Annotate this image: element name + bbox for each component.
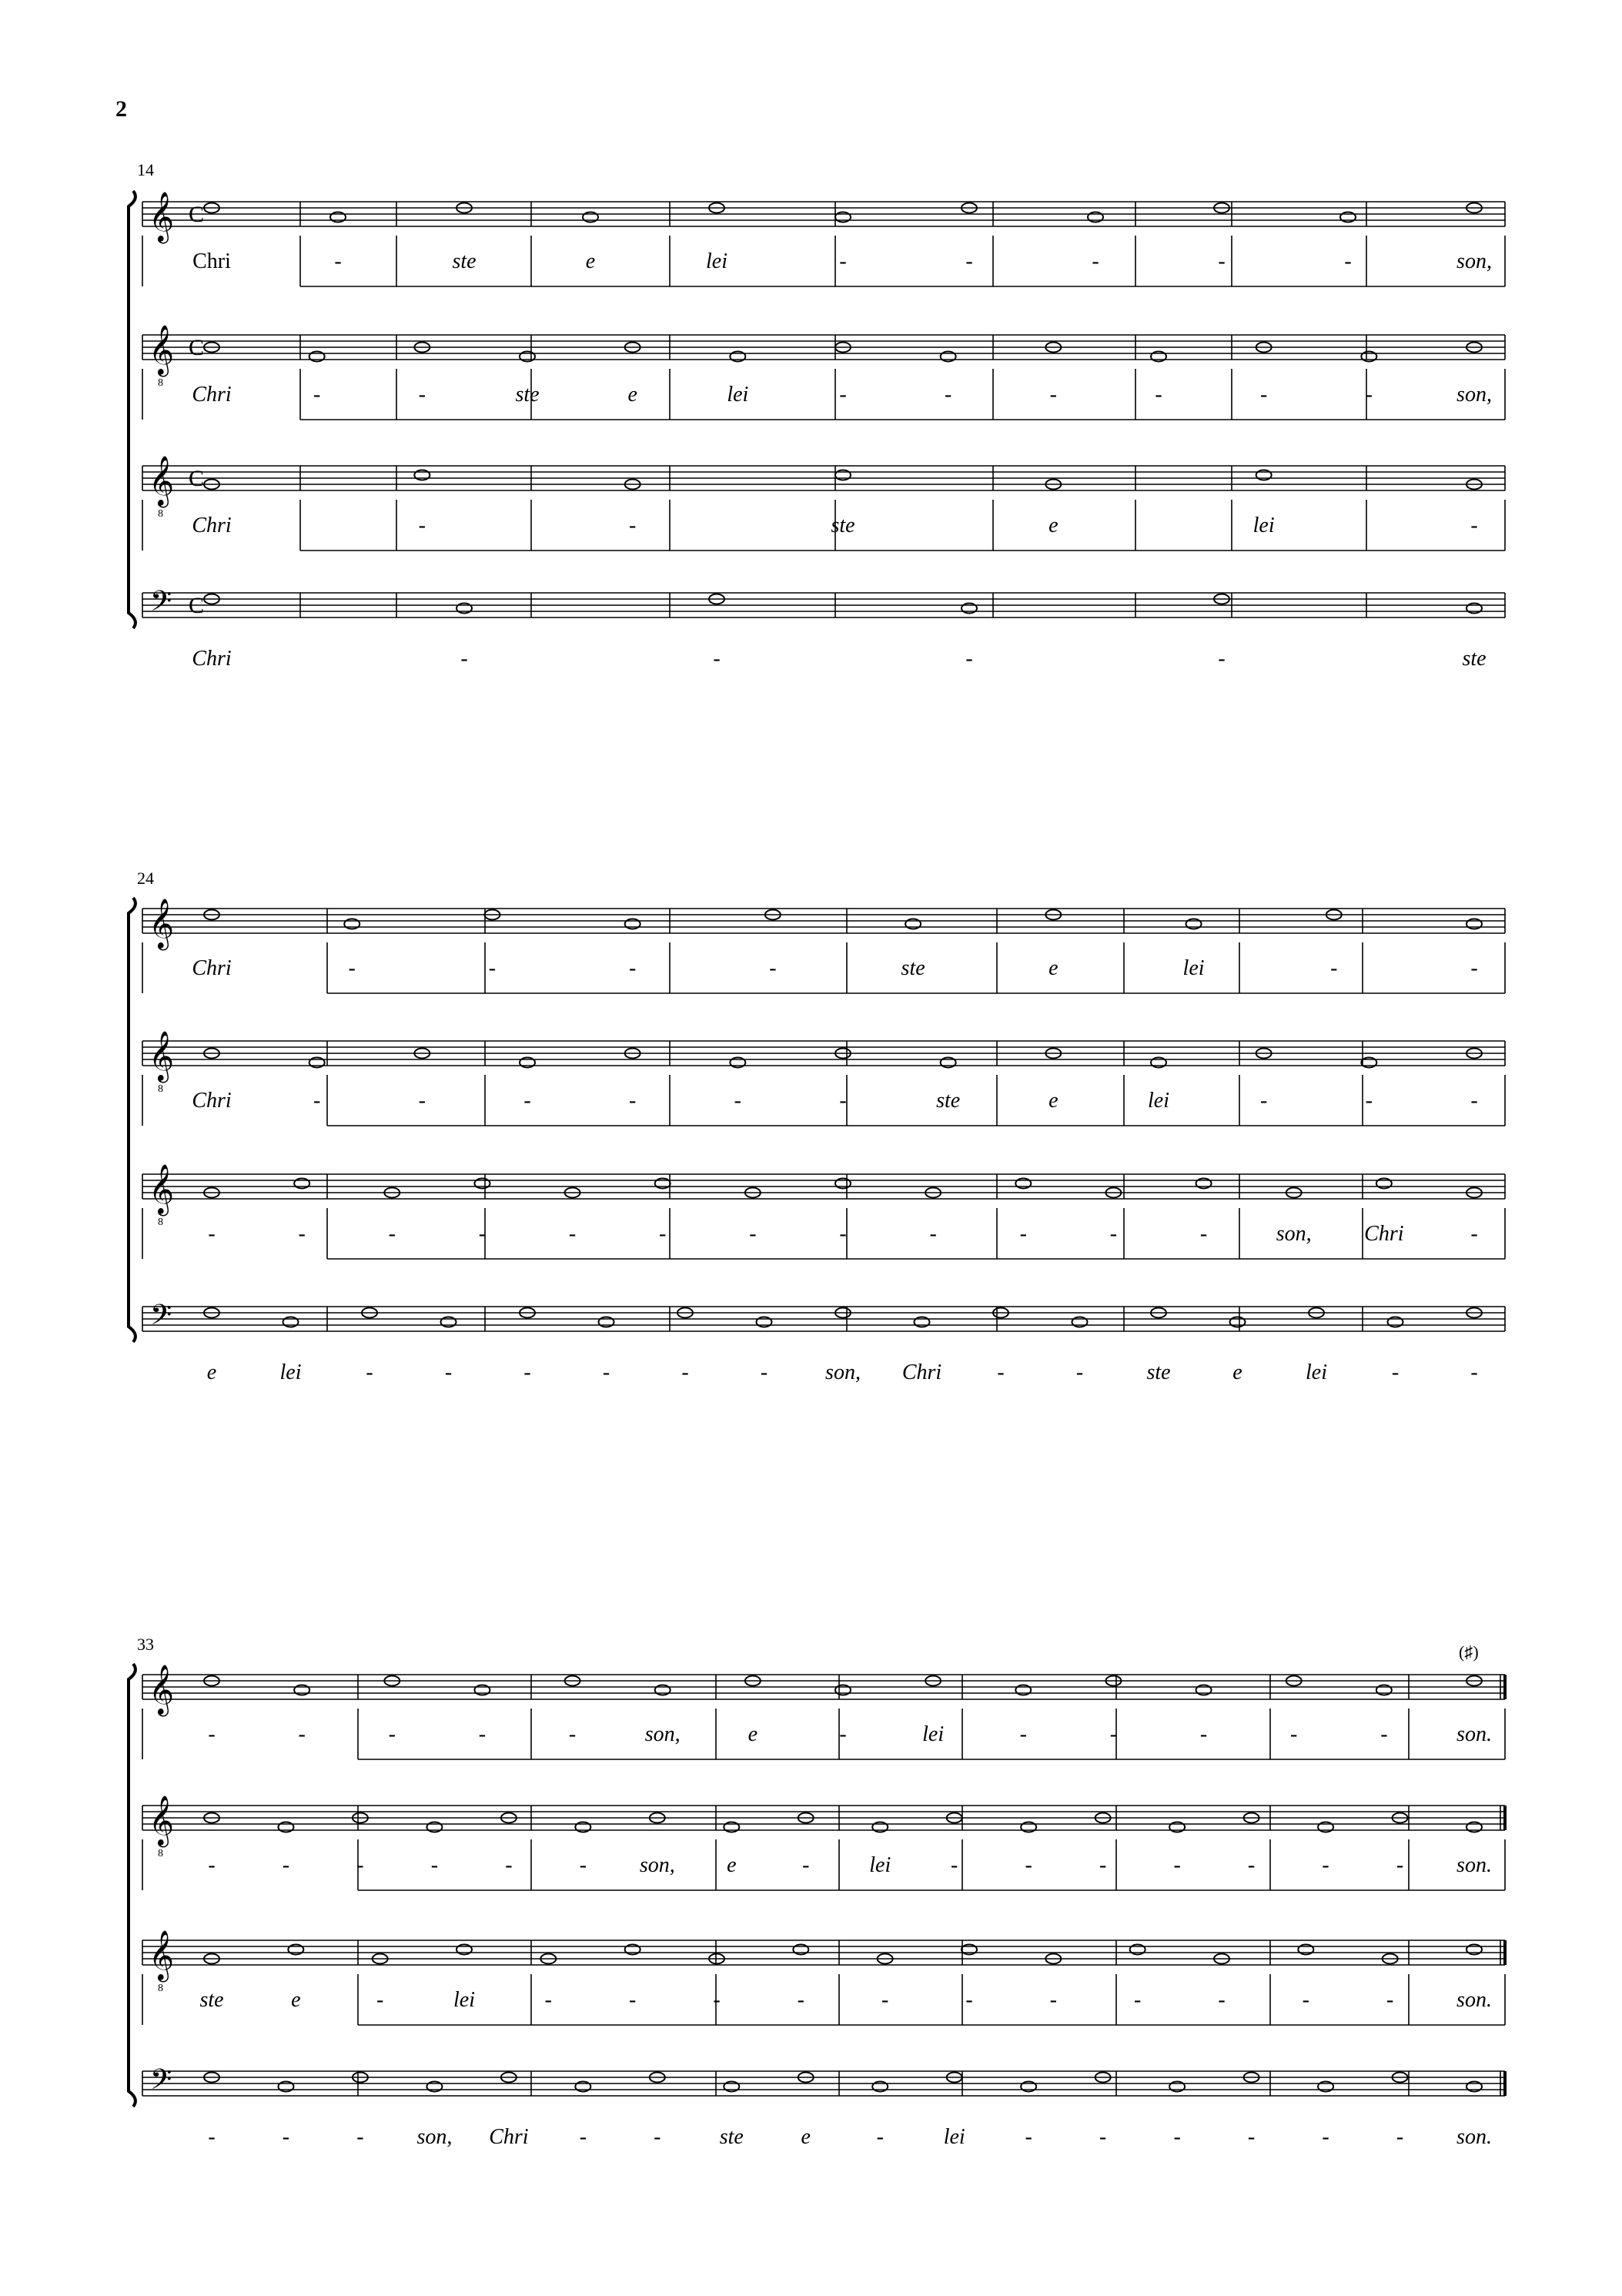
bass-clef: 𝄢 bbox=[150, 586, 172, 624]
lyric-syllable: e bbox=[1048, 1089, 1058, 1113]
lyric-syllable: - bbox=[444, 1361, 453, 1384]
lyric-syllable: - bbox=[1470, 1089, 1478, 1113]
lyric-syllable: - bbox=[1019, 1222, 1027, 1246]
lyric-syllable: e bbox=[747, 1722, 758, 1746]
lyric-syllable: - bbox=[388, 1722, 396, 1746]
lyric-syllable: Chri bbox=[192, 647, 232, 671]
lyric-syllable: Chri bbox=[192, 383, 232, 407]
treble-clef: 𝄞 bbox=[149, 1166, 175, 1213]
lyric-syllable: lei bbox=[727, 383, 749, 407]
lyric-syllable: son. bbox=[1456, 1853, 1492, 1877]
lyric-syllable: - bbox=[418, 514, 426, 537]
lyric-syllable: - bbox=[298, 1722, 306, 1746]
lyric-syllable: lei bbox=[1148, 1089, 1169, 1113]
lyric-syllable: - bbox=[1391, 1361, 1400, 1384]
lyric-syllable: - bbox=[208, 1222, 216, 1246]
lyric-syllable: - bbox=[997, 1361, 1005, 1384]
lyric-syllable: - bbox=[1344, 249, 1352, 273]
lyric-syllable: - bbox=[1025, 1853, 1032, 1877]
lyric-syllable: - bbox=[1019, 1722, 1027, 1746]
lyric-syllable: - bbox=[348, 956, 356, 980]
lyric-syllable: e bbox=[1048, 514, 1058, 537]
lyric-syllable: - bbox=[1260, 1089, 1268, 1113]
lyric-syllable: - bbox=[544, 1988, 552, 2012]
lyric-syllable: - bbox=[568, 1222, 577, 1246]
lyric-syllable: - bbox=[1199, 1222, 1208, 1246]
lyric-syllable: son, bbox=[1276, 1222, 1312, 1246]
lyric-syllable: son, bbox=[825, 1361, 861, 1384]
lyric-syllable: - bbox=[713, 647, 721, 671]
lyric-syllable: - bbox=[1218, 647, 1226, 671]
lyric-syllable: - bbox=[945, 383, 952, 407]
measure-number: 33 bbox=[137, 1635, 154, 1654]
lyric-syllable: - bbox=[929, 1222, 937, 1246]
measure-number: 14 bbox=[137, 160, 154, 179]
lyric-syllable: - bbox=[1099, 1853, 1107, 1877]
system-bracket bbox=[129, 191, 135, 628]
lyric-syllable: - bbox=[713, 1988, 721, 2012]
bass-clef: 𝄢 bbox=[150, 1300, 172, 1337]
lyric-syllable: - bbox=[356, 2125, 364, 2149]
lyric-syllable: ste bbox=[719, 2125, 744, 2149]
lyric-syllable: - bbox=[478, 1222, 487, 1246]
lyric-syllable: son, bbox=[644, 1722, 681, 1746]
octave-marker: 8 bbox=[158, 1983, 163, 1994]
lyric-syllable: - bbox=[602, 1361, 610, 1384]
lyric-syllable: - bbox=[654, 2125, 661, 2149]
lyric-syllable: e bbox=[627, 383, 637, 407]
lyric-syllable: - bbox=[839, 1222, 847, 1246]
time-signature: C bbox=[189, 202, 205, 227]
treble-clef: 𝄞 bbox=[149, 193, 175, 241]
lyric-syllable: - bbox=[797, 1988, 804, 2012]
lyric-syllable: - bbox=[1109, 1222, 1118, 1246]
lyric-syllable: son, bbox=[639, 1853, 675, 1877]
lyric-syllable: - bbox=[1134, 1988, 1142, 2012]
lyric-syllable: lei bbox=[706, 249, 727, 273]
lyric-syllable: - bbox=[1330, 956, 1338, 980]
lyric-syllable: Chri bbox=[1364, 1222, 1404, 1246]
lyric-syllable: - bbox=[1218, 1988, 1226, 2012]
bass-clef: 𝄢 bbox=[150, 2064, 172, 2102]
lyric-syllable: - bbox=[1099, 2125, 1107, 2149]
lyric-syllable: ste bbox=[452, 249, 477, 273]
lyric-syllable: - bbox=[356, 1853, 364, 1877]
lyric-syllable: lei bbox=[1306, 1361, 1327, 1384]
octave-marker: 8 bbox=[158, 1848, 163, 1859]
treble-clef: 𝄞 bbox=[149, 326, 175, 374]
lyric-syllable: - bbox=[388, 1222, 396, 1246]
lyric-syllable: e bbox=[1048, 956, 1058, 980]
lyric-syllable: Chri bbox=[192, 1089, 232, 1113]
lyric-syllable: - bbox=[478, 1722, 487, 1746]
lyric-syllable: - bbox=[629, 1988, 637, 2012]
lyric-syllable: e bbox=[1232, 1361, 1242, 1384]
lyric-syllable: - bbox=[376, 1988, 384, 2012]
lyric-syllable: - bbox=[418, 383, 426, 407]
lyric-syllable: e bbox=[206, 1361, 217, 1384]
lyric-syllable: - bbox=[734, 1089, 741, 1113]
lyric-syllable: - bbox=[659, 1222, 667, 1246]
lyric-syllable: - bbox=[1155, 383, 1162, 407]
lyric-syllable: - bbox=[965, 1988, 973, 2012]
lyric-syllable: lei bbox=[453, 1988, 475, 2012]
lyric-syllable: - bbox=[298, 1222, 306, 1246]
lyric-syllable: - bbox=[1092, 249, 1099, 273]
lyric-syllable: - bbox=[1396, 1853, 1404, 1877]
lyric-syllable: - bbox=[769, 956, 777, 980]
lyric-syllable: - bbox=[749, 1222, 757, 1246]
lyric-syllable: - bbox=[430, 1853, 439, 1877]
lyric-syllable: - bbox=[629, 1089, 637, 1113]
lyric-syllable: - bbox=[1199, 1722, 1208, 1746]
lyric-syllable: - bbox=[1049, 383, 1057, 407]
octave-marker: 8 bbox=[158, 508, 163, 520]
lyric-syllable: ste bbox=[515, 383, 540, 407]
lyric-syllable: ste bbox=[1462, 647, 1487, 671]
lyric-syllable: - bbox=[1365, 383, 1373, 407]
system-bracket bbox=[129, 898, 135, 1342]
lyric-syllable: - bbox=[839, 1722, 847, 1746]
lyric-syllable: e bbox=[801, 2125, 811, 2149]
lyric-syllable: - bbox=[1173, 1853, 1181, 1877]
lyric-syllable: - bbox=[208, 2125, 216, 2149]
lyric-syllable: - bbox=[568, 1722, 577, 1746]
lyric-syllable: - bbox=[760, 1361, 768, 1384]
lyric-syllable: - bbox=[1396, 2125, 1404, 2149]
lyric-syllable: - bbox=[1470, 514, 1478, 537]
lyric-syllable: son, bbox=[1456, 249, 1492, 273]
lyric-syllable: - bbox=[802, 1853, 810, 1877]
lyric-syllable: son, bbox=[416, 2125, 453, 2149]
octave-marker: 8 bbox=[158, 1217, 163, 1228]
lyric-syllable: lei bbox=[922, 1722, 945, 1746]
lyric-syllable: - bbox=[1247, 1853, 1256, 1877]
lyric-syllable: - bbox=[965, 647, 973, 671]
lyric-syllable: - bbox=[460, 647, 468, 671]
lyric-syllable: Chri bbox=[192, 956, 232, 980]
lyric-syllable: - bbox=[1173, 2125, 1181, 2149]
lyric-syllable: - bbox=[366, 1361, 373, 1384]
page-number: 2 bbox=[115, 96, 127, 122]
lyric-syllable: - bbox=[282, 2125, 290, 2149]
lyric-syllable: son. bbox=[1456, 2125, 1492, 2149]
lyric-syllable: - bbox=[579, 1853, 587, 1877]
lyric-syllable: Chri bbox=[901, 1361, 942, 1384]
lyric-syllable: - bbox=[681, 1361, 689, 1384]
time-signature: C bbox=[189, 466, 205, 491]
lyric-syllable: - bbox=[839, 249, 847, 273]
lyric-syllable: - bbox=[1470, 956, 1478, 980]
lyric-syllable: - bbox=[1049, 1988, 1057, 2012]
lyric-syllable: - bbox=[1109, 1722, 1118, 1746]
lyric-syllable: - bbox=[629, 514, 637, 537]
lyric-syllable: - bbox=[523, 1089, 531, 1113]
lyric-syllable: ste bbox=[1146, 1361, 1171, 1384]
lyric-syllable: - bbox=[1386, 1988, 1394, 2012]
lyric-syllable: - bbox=[1290, 1722, 1298, 1746]
lyric-syllable: - bbox=[579, 2125, 587, 2149]
system-bracket bbox=[129, 1664, 135, 2107]
lyric-syllable: ste bbox=[199, 1988, 224, 2012]
measure-number: 24 bbox=[137, 869, 154, 888]
lyric-syllable: - bbox=[839, 383, 847, 407]
octave-marker: 8 bbox=[158, 377, 163, 389]
lyric-syllable: - bbox=[629, 956, 637, 980]
lyric-syllable: - bbox=[1470, 1222, 1478, 1246]
lyric-syllable: - bbox=[881, 1988, 889, 2012]
editorial-accidental: (♯) bbox=[1459, 1642, 1479, 1662]
lyric-syllable: lei bbox=[1182, 956, 1205, 980]
lyric-syllable: - bbox=[334, 249, 342, 273]
lyric-syllable: ste bbox=[831, 514, 855, 537]
lyric-syllable: ste bbox=[936, 1089, 961, 1113]
lyric-syllable: lei bbox=[869, 1853, 891, 1877]
lyric-syllable: - bbox=[418, 1089, 426, 1113]
lyric-syllable: - bbox=[1322, 2125, 1329, 2149]
lyric-syllable: - bbox=[965, 249, 973, 273]
treble-clef: 𝄞 bbox=[149, 1797, 175, 1845]
lyric-syllable: - bbox=[839, 1089, 847, 1113]
lyric-syllable: - bbox=[1322, 1853, 1329, 1877]
treble-clef: 𝄞 bbox=[149, 900, 175, 948]
lyric-syllable: - bbox=[488, 956, 497, 980]
time-signature: C bbox=[189, 593, 205, 618]
lyric-syllable: - bbox=[282, 1853, 290, 1877]
lyric-syllable: - bbox=[1302, 1988, 1309, 2012]
lyric-syllable: Chri bbox=[489, 2125, 529, 2149]
lyric-syllable: - bbox=[1075, 1361, 1084, 1384]
lyric-syllable: - bbox=[523, 1361, 531, 1384]
treble-clef: 𝄞 bbox=[149, 457, 175, 505]
lyric-syllable: e bbox=[585, 249, 596, 273]
lyric-syllable: - bbox=[951, 1853, 958, 1877]
lyric-syllable: son. bbox=[1456, 1722, 1492, 1746]
treble-clef: 𝄞 bbox=[149, 1932, 175, 1980]
lyric-syllable: ste bbox=[901, 956, 925, 980]
lyric-syllable: - bbox=[1247, 2125, 1256, 2149]
lyric-syllable: son. bbox=[1456, 1988, 1492, 2012]
lyric-syllable: - bbox=[1365, 1089, 1373, 1113]
lyric-syllable: - bbox=[313, 383, 321, 407]
lyric-syllable: e bbox=[727, 1853, 737, 1877]
lyric-syllable: - bbox=[313, 1089, 321, 1113]
lyric-syllable: Chri bbox=[192, 249, 231, 273]
lyric-syllable: lei bbox=[943, 2125, 965, 2149]
treble-clef: 𝄞 bbox=[149, 1666, 175, 1714]
lyric-syllable: e bbox=[291, 1988, 301, 2012]
lyric-syllable: - bbox=[1260, 383, 1268, 407]
octave-marker: 8 bbox=[158, 1083, 163, 1095]
lyric-syllable: - bbox=[505, 1853, 513, 1877]
lyric-syllable: - bbox=[1380, 1722, 1388, 1746]
lyric-syllable: - bbox=[876, 2125, 884, 2149]
lyric-syllable: - bbox=[1025, 2125, 1032, 2149]
lyric-syllable: - bbox=[1218, 249, 1226, 273]
lyric-syllable: lei bbox=[1252, 514, 1275, 537]
treble-clef: 𝄞 bbox=[149, 1033, 175, 1080]
lyric-syllable: lei bbox=[279, 1361, 302, 1384]
time-signature: C bbox=[189, 335, 205, 360]
lyric-syllable: - bbox=[208, 1853, 216, 1877]
lyric-syllable: Chri bbox=[192, 514, 232, 537]
lyric-syllable: - bbox=[208, 1722, 216, 1746]
lyric-syllable: - bbox=[1470, 1361, 1478, 1384]
lyric-syllable: son, bbox=[1456, 383, 1492, 407]
